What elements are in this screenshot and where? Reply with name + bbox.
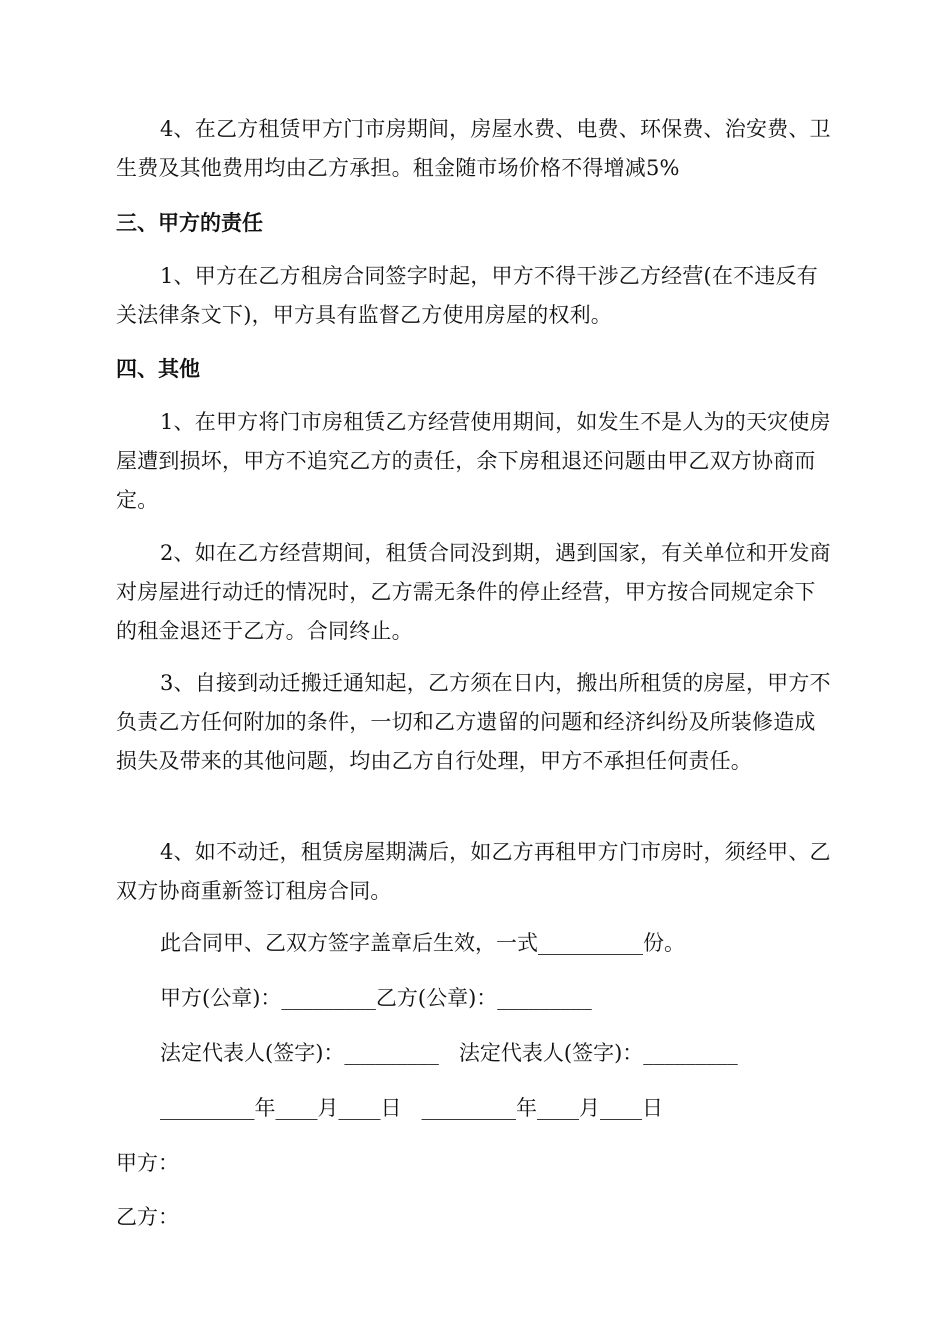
seal-line: 甲方(公章)：_________乙方(公章)：_________ — [160, 986, 592, 1010]
section-4-clause-4: 4、如不动迁，租赁房屋期满后，如乙方再租甲方门市房时，须经甲、乙双方协商重新签订租房合同。 — [116, 840, 831, 903]
clause-2-4: 4、在乙方租赁甲方门市房期间，房屋水费、电费、环保费、治安费、卫生费及其他费用均由乙方承担。租金随市场价格不得增减5% — [116, 117, 831, 180]
section-4-heading: 四、其他 — [116, 356, 200, 381]
section-3-heading: 三、甲方的责任 — [116, 210, 263, 235]
effective-statement: 此合同甲、乙双方签字盖章后生效，一式__________份。 — [160, 931, 685, 955]
party-a-label: 甲方： — [116, 1151, 179, 1175]
section-4-clause-3: 3、自接到动迁搬迁通知起，乙方须在日内，搬出所租赁的房屋，甲方不负责乙方任何附加的条件，一切和乙方遗留的问题和经济纠纷及所装修造成损失及带来的其他问题，均由乙方自行处理，甲方不承担任何责任。 — [116, 671, 831, 773]
party-b-label: 乙方： — [116, 1205, 179, 1229]
date-line: _________年____月____日 _________年____月____日 — [160, 1096, 664, 1120]
representative-signature-line: 法定代表人(签字)：_________ 法定代表人(签字)：_________ — [160, 1041, 738, 1065]
section-4-clause-2: 2、如在乙方经营期间，租赁合同没到期，遇到国家，有关单位和开发商对房屋进行动迁的情况时，乙方需无条件的停止经营，甲方按合同规定余下的租金退还于乙方。合同终止。 — [116, 541, 831, 643]
section-3-clause-1: 1、甲方在乙方租房合同签字时起，甲方不得干涉乙方经营(在不违反有关法律条文下)，甲方具有监督乙方使用房屋的权利。 — [116, 264, 818, 327]
section-4-clause-1: 1、在甲方将门市房租赁乙方经营使用期间，如发生不是人为的天灾使房屋遭到损坏，甲方不追究乙方的责任，余下房租退还问题由甲乙双方协商而定。 — [116, 410, 831, 512]
